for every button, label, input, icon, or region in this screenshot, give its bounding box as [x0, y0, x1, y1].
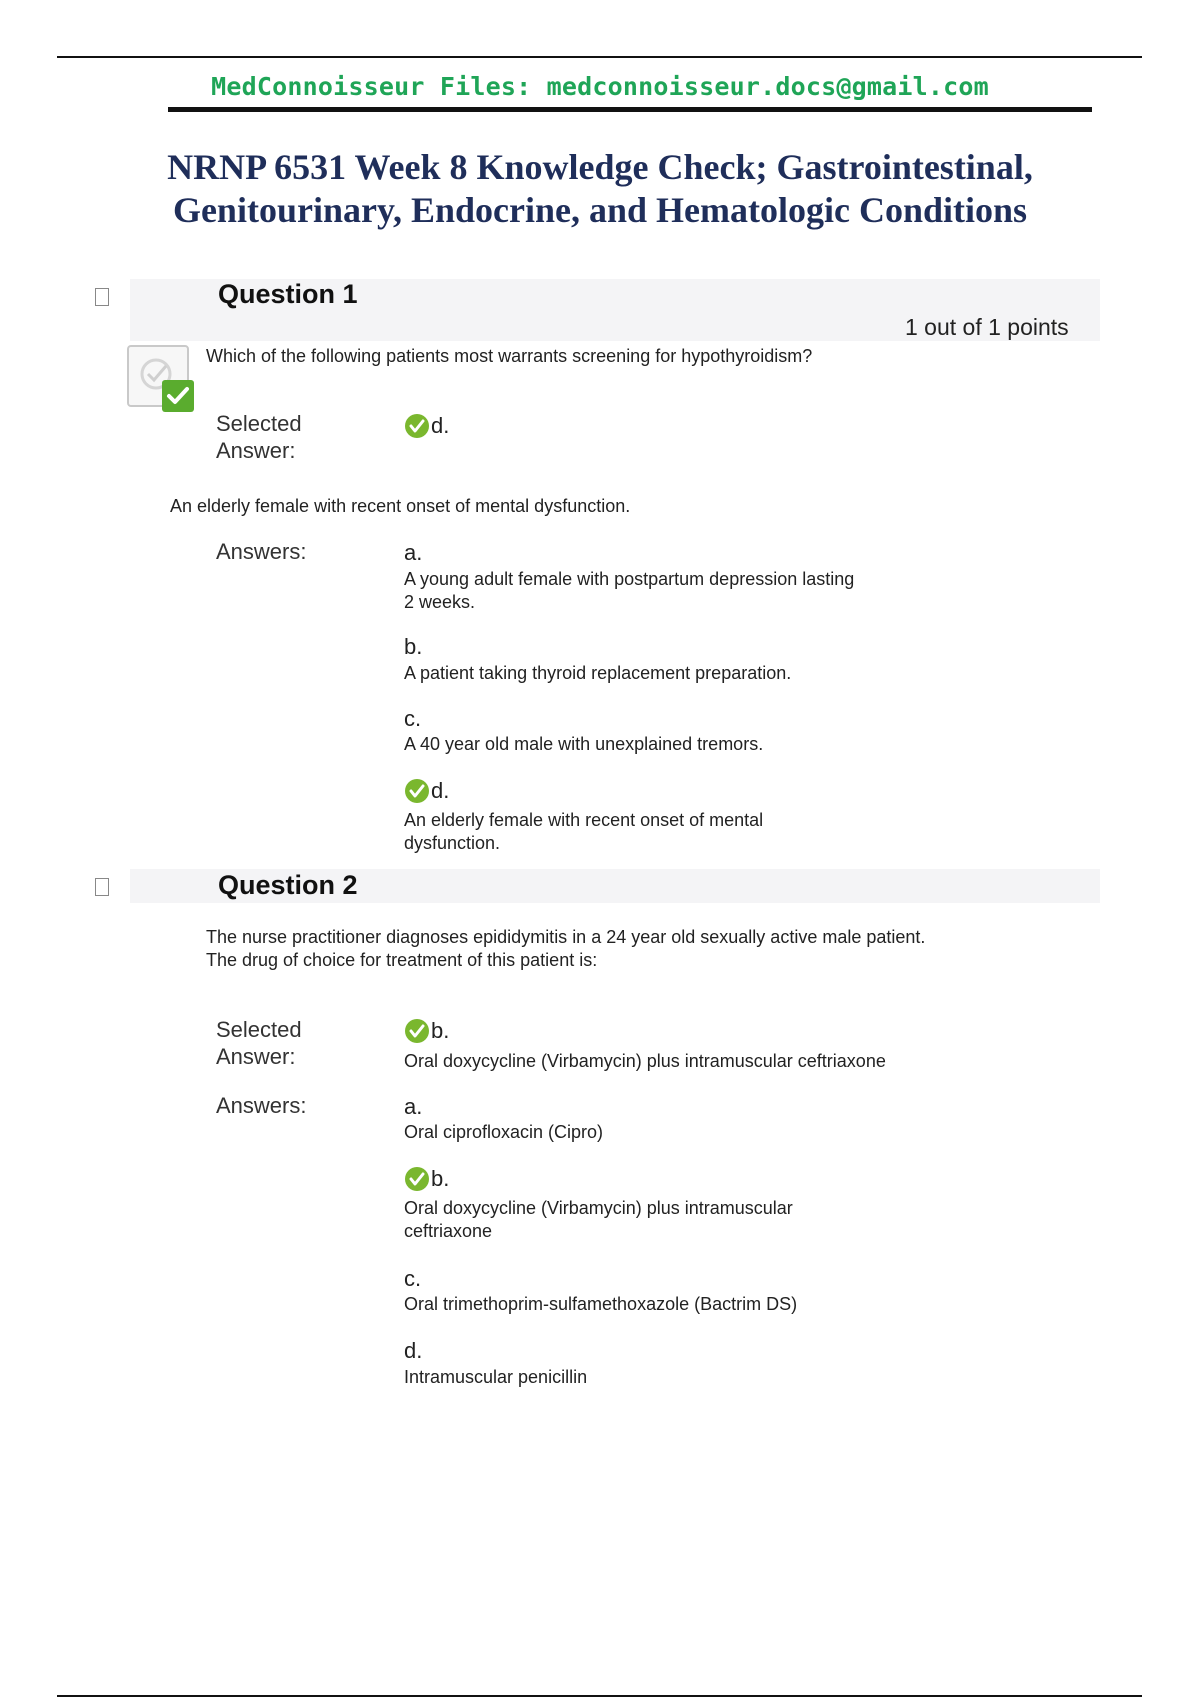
question-1-answer-b-text: A patient taking thyroid replacement preparation. — [404, 663, 792, 683]
question-2-answer-a-letter: a. — [404, 1094, 423, 1119]
question-2-answer-c-text: Oral trimethoprim-sulfamethoxazole (Bactrim DS) — [404, 1294, 798, 1314]
question-1-checkbox[interactable] — [95, 288, 109, 306]
question-2-title: Question 2 — [218, 870, 358, 900]
correct-grade-icon — [126, 344, 198, 414]
correct-check-icon — [404, 1166, 430, 1192]
question-2-answer-d-letter: d. — [404, 1338, 423, 1363]
question-1-selected-answer: d. — [404, 413, 449, 439]
question-2-answers-label: Answers: — [216, 1093, 307, 1118]
document-title-line-1: NRNP 6531 Week 8 Knowledge Check; Gastrointestinal, — [167, 147, 1033, 187]
correct-check-icon — [404, 1018, 430, 1044]
document-title-line-2: Genitourinary, Endocrine, and Hematologic Conditions — [172, 190, 1028, 230]
question-2-selected-label: Selected Answer: — [216, 1017, 302, 1069]
question-1-answer-a-text: A young adult female with postpartum depression lasting 2 weeks. — [404, 569, 855, 612]
question-1-answer-d-text: An elderly female with recent onset of mental dysfunction. — [404, 810, 764, 853]
question-2-selected-answer: b. — [404, 1018, 449, 1044]
question-2-answer-b-text: Oral doxycycline (Virbamycin) plus intramuscular ceftriaxone — [404, 1198, 793, 1241]
question-2-checkbox[interactable] — [95, 878, 109, 896]
correct-check-icon — [404, 413, 430, 439]
question-2-selected-text: Oral doxycycline (Virbamycin) plus intramuscular ceftriaxone — [404, 1051, 886, 1071]
question-1-points: 1 out of 1 points — [905, 314, 1069, 340]
question-1-answer-c-text: A 40 year old male with unexplained tremors. — [404, 734, 764, 754]
question-1-selected-text: An elderly female with recent onset of mental dysfunction. — [170, 496, 631, 516]
question-2-prompt: The nurse practitioner diagnoses epididymitis in a 24 year old sexually active male patient. The drug of choice for treatment of this patient is: — [206, 927, 926, 970]
question-2-answer-a-text: Oral ciprofloxacin (Cipro) — [404, 1122, 604, 1142]
question-1-selected-label: Selected Answer: — [216, 411, 302, 463]
question-1-answers-label: Answers: — [216, 539, 307, 564]
source-header: MedConnoisseur Files: medconnoisseur.docs@gmail.com — [211, 72, 989, 101]
question-1-answer-b-letter: b. — [404, 634, 423, 659]
question-1-answer-a-letter: a. — [404, 540, 423, 565]
header-underline — [168, 107, 1092, 112]
question-1-answer-c-letter: c. — [404, 706, 422, 731]
bottom-rule — [57, 1695, 1142, 1697]
question-2-answer-d-text: Intramuscular penicillin — [404, 1367, 588, 1387]
question-1-prompt: Which of the following patients most warrants screening for hypothyroidism? — [206, 346, 813, 366]
question-2-answer-c-letter: c. — [404, 1266, 422, 1291]
top-rule — [57, 56, 1142, 58]
correct-check-icon — [404, 778, 430, 804]
question-1-answer-d-letter: d. — [404, 778, 449, 804]
document-title — [60, 146, 1140, 232]
question-1-title: Question 1 — [218, 279, 358, 309]
question-2-answer-b-letter: b. — [404, 1166, 449, 1192]
